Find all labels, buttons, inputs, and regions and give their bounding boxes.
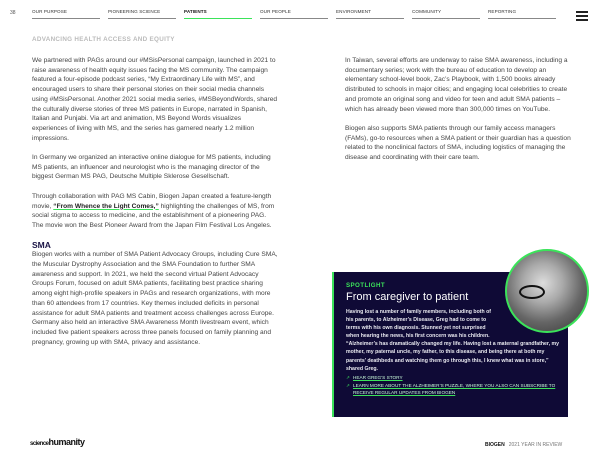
spotlight-text: Having lost a number of family members, including both of his parents, to Alzheimer’s Disease, Greg had to come to terms with his own diagnosis. Stunned yet not surprised when hearing the news, his first concern was his children. “Alzheimer’s has dramatically changed my life. Having lost a maternal grandfather, my mother, my paternal uncle, my father, to this disease, and being there at both my parents’ deathbeds and watching them go through this, I knew what was in store,” shared Greg. xyxy=(346,309,560,372)
nav-community[interactable]: COMMUNITY xyxy=(412,9,480,19)
page-number: 38 xyxy=(10,10,16,16)
paragraph: We partnered with PAGs around our #MSisPersonal campaign, launched in 2021 to raise awareness of health equity issues facing the MS community. The campaign featured a four-episode podcast series, “My Extraordinary Life with MS”, and encouraged users to share their personal stories on their social media channels using #MSisPersonal. Another 2021 social media series, #MSBeyondWords, shared the culturally diverse stories of three MS patients in Europe, narrated in Spanish, Italian and Punjabi. Via art and animation, MS Beyond Words visualizes experiences of living with MS, and the series has garnered nearly 1.2 million impressions. xyxy=(32,57,278,142)
top-nav xyxy=(32,9,564,19)
nav-pioneering-science[interactable]: PIONEERING SCIENCE xyxy=(108,9,176,19)
hamburger-menu-icon[interactable] xyxy=(576,11,588,23)
glasses-shape xyxy=(519,285,545,299)
greg-portrait-photo xyxy=(505,249,589,333)
left-column xyxy=(32,56,278,357)
text: highlighting the challenges of MS, from social stigma to access to medicine, and the establishment of a pioneering PAG. The movie won the Best Pioneer Award from the Japan Film Festival Los Angeles. xyxy=(32,202,275,229)
paragraph: In Taiwan, several efforts are underway to raise SMA awareness, including a documentary series; work with the bureau of education to develop an elementary school-level book, Zac’s Playbook, with 1,500 books already distributed to schools in major cities; and engaging local celebrities to create and promote an original song and video for teen and adult SMA patients – which has already been viewed more than 300,000 times on YouTube. xyxy=(345,57,568,113)
footer xyxy=(485,442,562,448)
nav-environment[interactable]: ENVIRONMENT xyxy=(336,9,404,19)
spotlight-title: From caregiver to patient xyxy=(346,291,469,303)
science-and-humanity-logo: sciencehumanity xyxy=(30,437,85,447)
paragraph: Biogen works with a number of SMA Patient Advocacy Groups, including Cure SMA, the Muscular Dystrophy Association and the SMA Foundation to further SMA awareness and support. In 2021, we held the second virtual Patient Advocacy Groups Forum, focused on adult SMA patients, facilitating best practice sharing among eight high-profile speakers in PAGs and research organizations, with more than 60 attendees from 17 countries. Key themes included deficits in personal assistance for adult SMA patients and treatment access challenges across Europe. Germany also held an interactive SMA Awareness Month livestream event, which included five patient speakers across three panels focused on family planning and pregnancy, growing up with SMA, privacy and assistance. xyxy=(32,251,278,346)
nav-our-purpose[interactable]: OUR PURPOSE xyxy=(32,9,100,19)
arrow-icon: ↗ xyxy=(346,383,350,389)
paragraph: Biogen also supports SMA patients through our family access managers (FAMs), go-to resources when a SMA patient or their guardian has a question related to the nonclinical factors of SMA, including logistics of managing the disease and coordinating with their care team. xyxy=(345,124,571,162)
spotlight-label: SPOTLIGHT xyxy=(346,282,386,289)
paragraph xyxy=(32,192,278,231)
text: Through collaboration with PAG MS Cabin, Biogen Japan created a feature-length movie, xyxy=(32,192,272,210)
link-label: HEAR GREG’S STORY xyxy=(353,374,403,380)
section-title: ADVANCING HEALTH ACCESS AND EQUITY xyxy=(32,36,175,43)
report-title: 2021 YEAR IN REVIEW xyxy=(508,442,563,448)
alzheimers-puzzle-link[interactable] xyxy=(346,383,564,396)
nav-reporting[interactable]: REPORTING xyxy=(488,9,556,19)
nav-patients[interactable]: PATIENTS xyxy=(184,9,252,19)
movie-link[interactable]: “From Whence the Light Comes,” xyxy=(53,202,159,210)
paragraph: In Germany we organized an interactive online dialogue for MS patients, including MS patients, an influencer and neurologist who is the managing director of the biggest German MS PAG, Deutsche Multiple Sklerose Gesellschaft. xyxy=(32,154,271,181)
nav-our-people[interactable]: OUR PEOPLE xyxy=(260,9,328,19)
brand: BIOGEN xyxy=(485,442,505,448)
arrow-icon: ↗ xyxy=(346,374,350,380)
right-column xyxy=(345,56,575,172)
hear-gregs-story-link[interactable] xyxy=(346,375,564,381)
sma-heading: SMA xyxy=(32,240,51,251)
link-label: LEARN MORE ABOUT THE ALZHEIMER’S PUZZLE, WHERE YOU ALSO CAN SUBSCRIBE TO RECEIVE REGULAR UPDATES FROM BIOGEN xyxy=(353,383,556,395)
